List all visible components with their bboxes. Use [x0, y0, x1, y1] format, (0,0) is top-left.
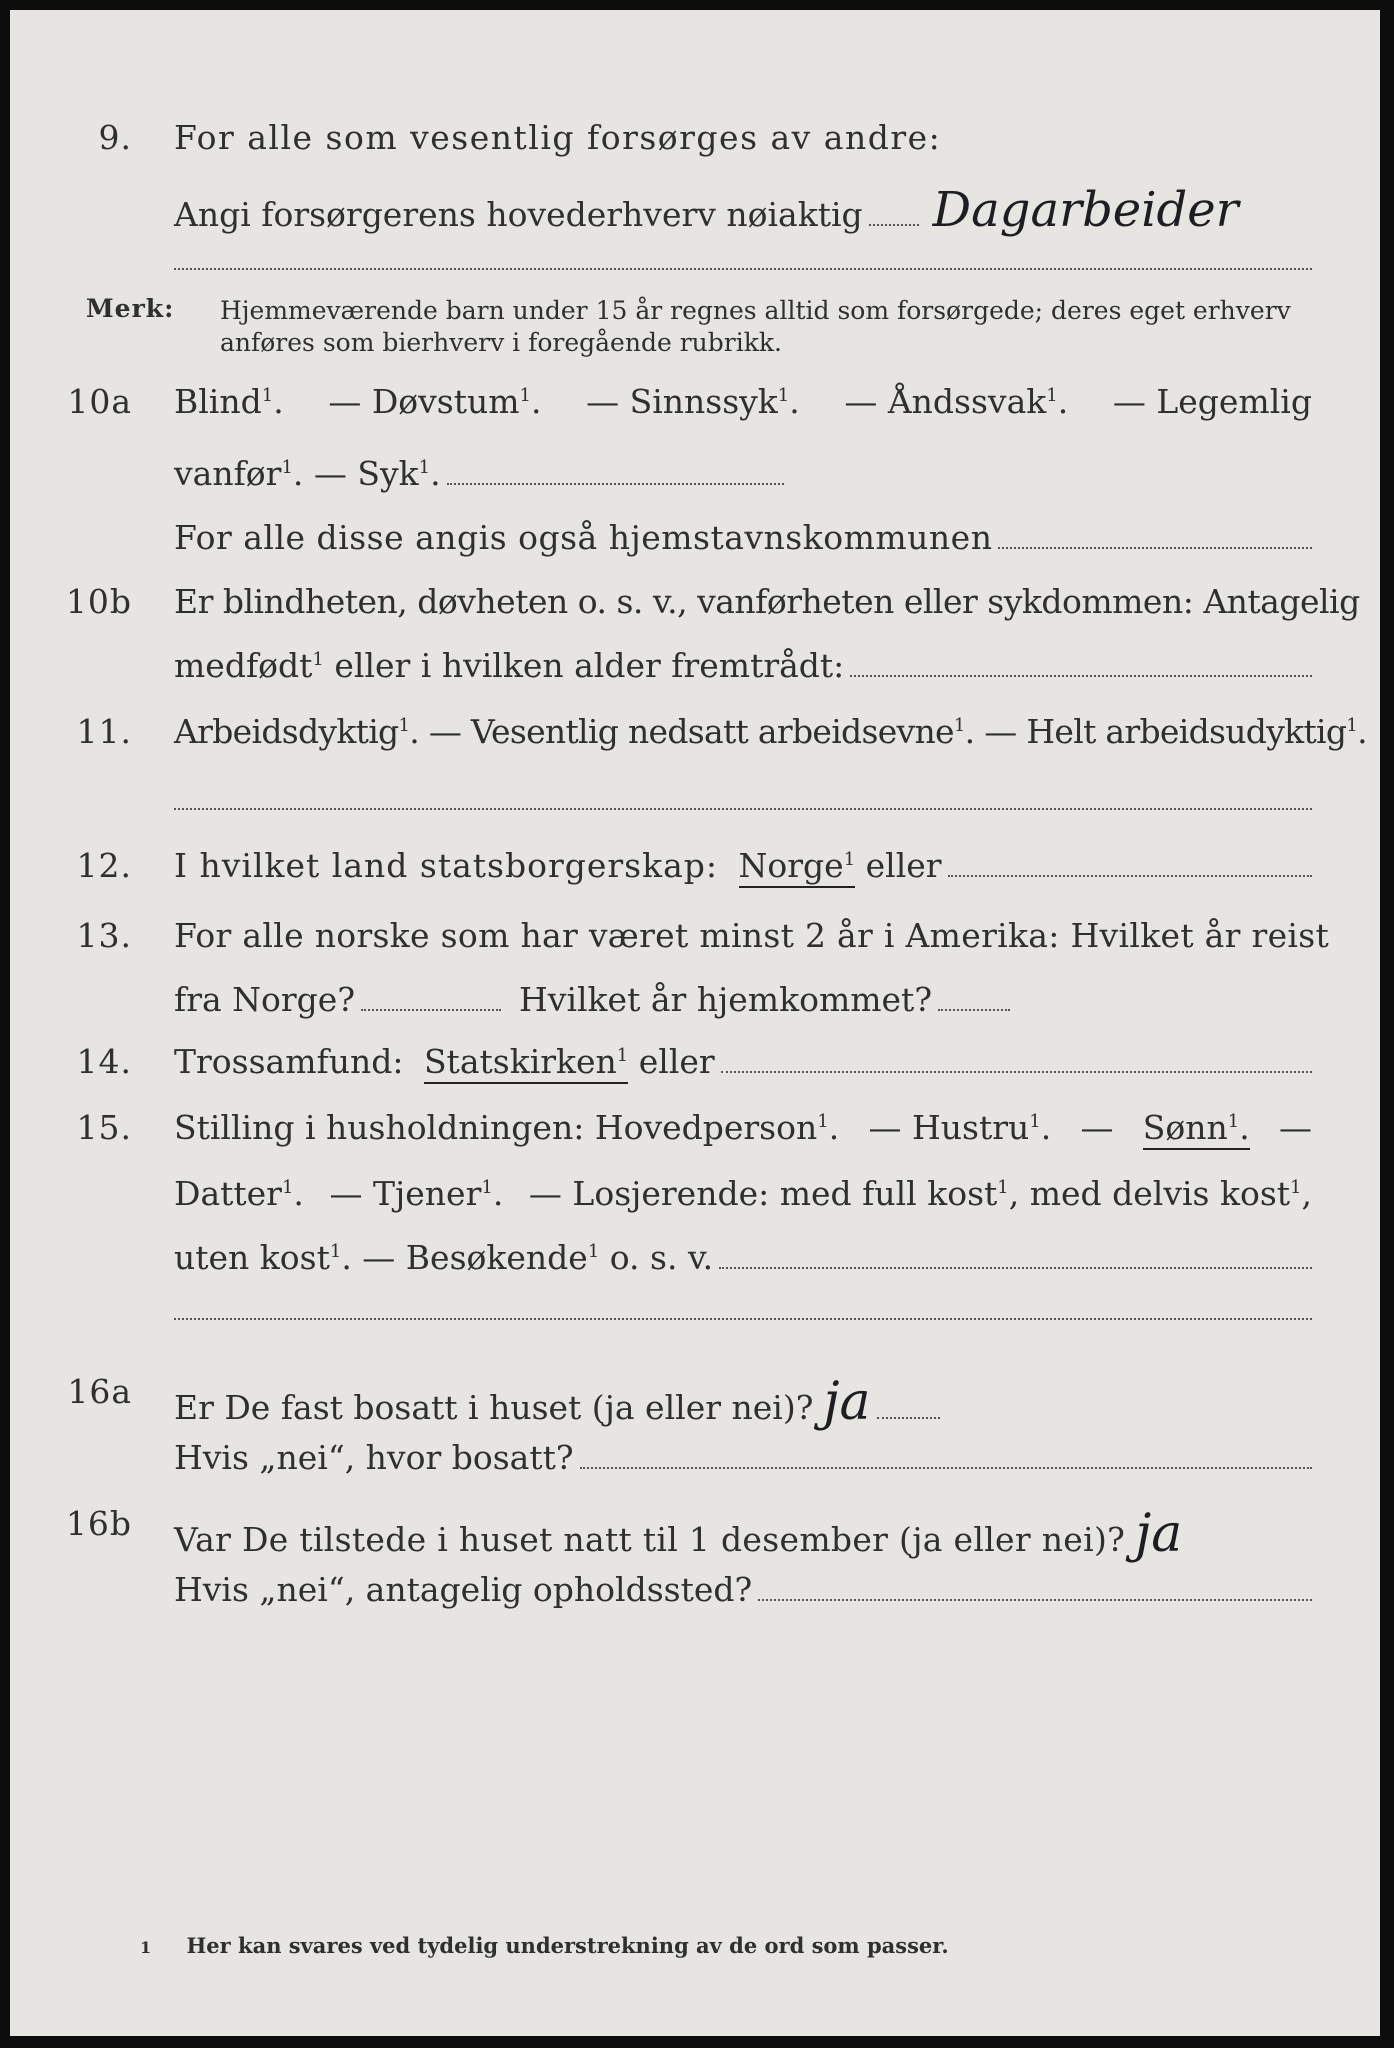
q10a-line1 [174, 382, 1312, 421]
q10a-legemlig: — Legemlig [1112, 382, 1312, 421]
q10b-leader [850, 675, 1312, 677]
q16b-line1-text: Var De tilstede i huset natt til 1 desember (ja eller nei)? [174, 1520, 1126, 1559]
q13-line1 [174, 916, 1330, 955]
merk-line1: Hjemmeværende barn under 15 år regnes alltid som forsørgede; deres eget erhverv [220, 296, 1291, 325]
q16b-opholdssted-leader [758, 1599, 1312, 1601]
q14-leader [721, 1071, 1312, 1073]
q13-hjemkommet-leader [938, 1009, 1010, 1011]
q10a-andssvak: — Åndssvak$^1$. [844, 382, 1069, 421]
q10a-syk: — Syk$^1$. [313, 454, 441, 493]
q14-number: 14. [76, 1042, 132, 1081]
q15-hustru: — Hustru$^1$. [868, 1108, 1052, 1147]
q10a-line3 [174, 518, 1312, 557]
q15-leader [719, 1267, 1312, 1269]
q10a-line2 [174, 454, 784, 493]
q15-number: 15. [76, 1108, 132, 1147]
q9-number: 9. [98, 118, 132, 157]
q10b-number: 10b [65, 582, 132, 621]
q11-udyktig: — Helt arbeidsudyktig$^1$. [984, 712, 1367, 751]
footnote [140, 1933, 949, 1958]
q12-tail: eller [865, 846, 942, 885]
q16b-line2-text: Hvis „nei“, antagelig opholdssted? [174, 1570, 753, 1609]
q13-reist-text: fra Norge? [174, 980, 356, 1019]
q12-text: I hvilket land statsborgerskap: [174, 846, 719, 885]
q13-number: 13. [76, 916, 132, 955]
q16b-line2 [174, 1570, 1312, 1609]
q13-line2 [174, 980, 1010, 1019]
q15-datter: Datter$^1$. [174, 1174, 304, 1213]
q16b-line1 [174, 1504, 1312, 1564]
q15-line1 [174, 1108, 1312, 1150]
q15-answer-line [174, 1318, 1312, 1320]
q12-number: 12. [76, 846, 132, 885]
q10a-dovstum: — Døvstum$^1$. [328, 382, 542, 421]
q9-line2-text: Angi forsørgerens hovederhverv nøiaktig [174, 195, 863, 234]
q14-line [174, 1042, 1312, 1084]
q16a-line2-text: Hvis „nei“, hvor bosatt? [174, 1438, 574, 1477]
q13-hjemkommet-text: Hvilket år hjemkommet? [519, 980, 933, 1019]
q10b-line1 [174, 582, 1360, 621]
q11-number: 11. [76, 712, 132, 751]
q10a-vanfor: vanfør$^1$. [174, 454, 314, 493]
q15-dash1: — [1080, 1108, 1114, 1147]
q10b-alder-text: eller i hvilken alder fremtrådt: [334, 646, 845, 685]
q16a-bosatt-leader [580, 1467, 1312, 1469]
q16a-line1-text: Er De fast bosatt i huset (ja eller nei)? [174, 1388, 814, 1427]
q15-tjener: — Tjener$^1$. [329, 1174, 504, 1213]
q12-leader [948, 875, 1312, 877]
q9-line1 [174, 118, 1312, 157]
q15-osv: o. s. v. [609, 1238, 714, 1277]
q14-option-statskirken: Statskirken$^1$ [424, 1042, 628, 1084]
footnote-text: Her kan svares ved tydelig understrekning av de ord som passer. [186, 1933, 949, 1958]
q9-answer-line [174, 268, 1312, 270]
q10a-syk-leader [447, 483, 784, 485]
q16a-line2 [174, 1438, 1312, 1477]
q12-line [174, 846, 1312, 888]
q11-line1 [174, 712, 1367, 751]
census-form-page [10, 10, 1380, 2036]
q16a-line1 [174, 1372, 940, 1432]
q16b-handwritten-answer: ja [1135, 1504, 1183, 1564]
q15-hovedperson: Stilling i husholdningen: Hovedperson$^1$. [174, 1108, 840, 1147]
q15-losjerende-full: — Losjerende: med full kost$^1$, med delvis kost$^1$, [528, 1174, 1312, 1213]
q16a-handwritten-answer: ja [823, 1372, 871, 1432]
q13-line1-text: For alle norske som har været minst 2 år i Amerika: Hvilket år reist [174, 916, 1330, 955]
q10b-line2 [174, 646, 1312, 685]
q10a-hjemstavn-text: For alle disse angis også hjemstavnskommunen [174, 518, 993, 557]
q15-line3 [174, 1238, 1312, 1277]
q15-besokende: — Besøkende$^1$ [362, 1238, 600, 1277]
q15-uten-kost: uten kost$^1$. [174, 1238, 363, 1277]
q11-answer-line [174, 808, 1312, 810]
q15-line2 [174, 1174, 1312, 1213]
q16a-leader [877, 1417, 940, 1419]
q11-nedsatt: — Vesentlig nedsatt arbeidsevne$^1$. [428, 712, 985, 751]
q9-handwritten-answer: Dagarbeider [932, 182, 1239, 238]
q10a-hjemstavn-leader [998, 547, 1312, 549]
q10a-sinnssyk: — Sinnssyk$^1$. [586, 382, 800, 421]
q10b-line1-text: Er blindheten, døvheten o. s. v., vanførheten eller sykdommen: Antagelig [174, 582, 1360, 621]
q10a-number: 10a [67, 382, 132, 421]
q9-line2 [174, 182, 1312, 238]
footnote-mark: 1 [140, 1938, 152, 1957]
q10a-blind: Blind$^1$. [174, 382, 284, 421]
q15-dash2: — [1278, 1108, 1312, 1147]
q9-line1-text: For alle som vesentlig forsørges av andre: [174, 118, 942, 157]
q15-option-sonn: Sønn$^1$. [1143, 1108, 1250, 1150]
q14-text: Trossamfund: [174, 1042, 404, 1081]
q11-arbeidsdyktig: Arbeidsdyktig$^1$. [174, 712, 429, 751]
q9-leader [869, 224, 919, 226]
merk-label: Merk: [86, 294, 175, 323]
q14-tail: eller [638, 1042, 715, 1081]
q12-option-norge: Norge$^1$ [739, 846, 856, 888]
merk-line2: anføres som bierhverv i foregående rubrikk. [220, 328, 782, 357]
q10b-medfodt: medfødt$^1$ [174, 646, 324, 685]
q13-reist-leader [361, 1009, 501, 1011]
q16b-number: 16b [65, 1504, 132, 1543]
q16a-number: 16a [67, 1372, 132, 1411]
